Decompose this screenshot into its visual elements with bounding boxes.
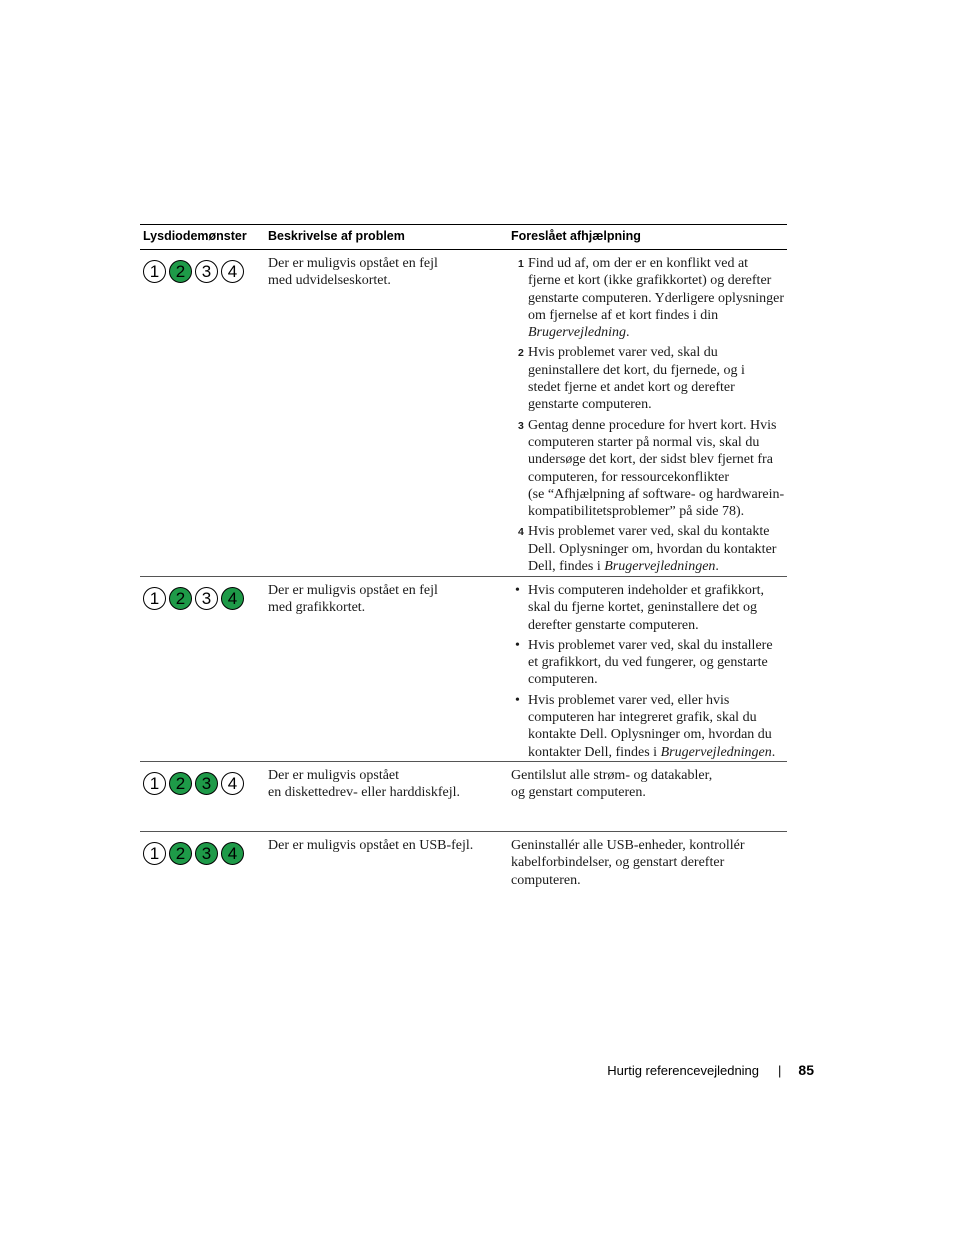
solution-text: Gentilslut alle strøm- og datakabler, og genstart computeren. [511, 768, 713, 801]
page-footer [607, 1062, 814, 1078]
step-item: 1 Find ud af, om der er en konflikt ved at fjerne et kort (ikke grafikkortet) og derefter genstarte computeren. Yderligere oplysninger om fjernelse af et kort findes i din Brugervejledning. [518, 256, 785, 341]
problem-description: Der er muligvis opstået en diskettedrev- eller harddiskfejl. [268, 768, 461, 801]
led-4-on: 4 [221, 842, 244, 865]
led-2-on: 2 [169, 587, 192, 610]
table-header [140, 225, 787, 250]
table-row [140, 250, 787, 577]
led-2-on: 2 [169, 260, 192, 283]
led-3-off: 3 [195, 587, 218, 610]
led-1-off: 1 [143, 587, 166, 610]
led-1-off: 1 [143, 842, 166, 865]
header-led-pattern: Lysdiodemønster [143, 229, 247, 243]
led-1-off: 1 [143, 260, 166, 283]
led-3-on: 3 [195, 842, 218, 865]
problem-description: Der er muligvis opstået en fejl med udvidelseskortet. [268, 256, 438, 289]
led-pattern [143, 772, 244, 795]
led-pattern [143, 842, 244, 865]
solution-bullets [511, 582, 783, 764]
step-item: 4 Hvis problemet varer ved, skal du kontakte Dell. Oplysninger om, hvordan du kontakter Dell, findes i Brugervejledningen. [518, 524, 777, 575]
table-row [140, 577, 787, 762]
footer-title: Hurtig referencevejledning [607, 1062, 760, 1078]
step-item: 3 Gentag denne procedure for hvert kort. Hvis computeren starter på normal vis, skal du undersøge det kort, der sidst blev fjernet fra computeren, for ressourcekonflikter (se “Afhjælpning af software- og hardwarein- kompatibilitetsproblemer” på side 78). [518, 417, 785, 520]
table-row [140, 832, 787, 894]
led-3-off: 3 [195, 260, 218, 283]
led-pattern [143, 260, 244, 283]
problem-description: Der er muligvis opstået en USB-fejl. [268, 838, 474, 853]
led-table [140, 224, 787, 894]
bullet-item: • Hvis problemet varer ved, eller hvis computeren har integreret grafik, skal du kontakte Dell. Oplysninger om, hvordan du kontakter Dell, findes i Brugervejledningen. [515, 692, 776, 760]
footer-separator: | [778, 1062, 782, 1078]
step-item: 2 Hvis problemet varer ved, skal du geninstallere det kort, du fjernede, og i stedet fjerne et andet kort og derefter genstarte computeren. [518, 345, 745, 413]
solution-text: Geninstallér alle USB-enheder, kontrollér kabelforbindelser, og genstart derefter computeren. [511, 838, 745, 888]
bullet-item: • Hvis problemet varer ved, skal du installere et grafikkort, du ved fungerer, og genstarte computeren. [515, 637, 773, 688]
led-4-off: 4 [221, 772, 244, 795]
header-problem: Beskrivelse af problem [268, 229, 405, 243]
led-2-on: 2 [169, 772, 192, 795]
led-4-off: 4 [221, 260, 244, 283]
problem-description: Der er muligvis opstået en fejl med grafikkortet. [268, 583, 438, 616]
led-4-on: 4 [221, 587, 244, 610]
solution-steps [511, 255, 783, 578]
led-2-on: 2 [169, 842, 192, 865]
header-solution: Foreslået afhjælpning [511, 229, 641, 243]
bullet-item: • Hvis computeren indeholder et grafikkort, skal du fjerne kortet, geninstallere det og derefter genstarte computeren. [515, 583, 764, 633]
led-1-off: 1 [143, 772, 166, 795]
page-number: 85 [798, 1062, 814, 1078]
table-row [140, 762, 787, 832]
led-pattern [143, 587, 244, 610]
led-3-on: 3 [195, 772, 218, 795]
